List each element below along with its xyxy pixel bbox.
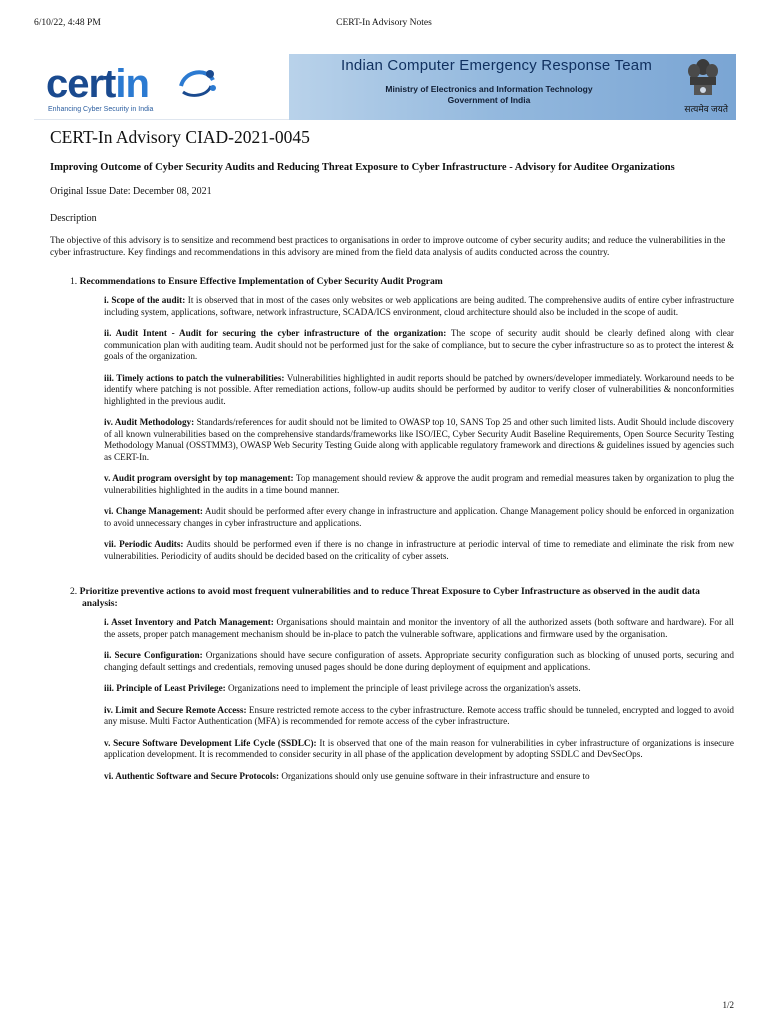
print-datetime: 6/10/22, 4:48 PM — [34, 18, 101, 28]
list-item: i. Asset Inventory and Patch Management: Organisations should maintain and monitor the inventory of all the authorized assets (both software and hardware). For all the assets, proper patch management mechanism should be in-place to patch the vulnerable software, applications and firmware used by the organisation. — [104, 617, 734, 639]
print-header — [34, 18, 734, 30]
ministry-block — [349, 84, 629, 106]
description-text: The objective of this advisory is to sensitize and recommend best practices to organisations in order to improve outcome of cyber security audits; and reduce the vulnerabilities in the cyber infrastructure. Key findings and recommendations in this advisory are mined from the field data analysis of audits conducted across the country. — [50, 236, 726, 258]
list-item: iii. Timely actions to patch the vulnerabilities: Vulnerabilities highlighted in audit reports should be patched by owners/developer immediately. Workaround needs to be identify where patching is not possible. After remediation actions, follow-up audits should be performed by auditor to verify closer of vulnerabilities & nonconformities highlighted in the previous audit. — [104, 372, 734, 406]
cert-in-logo — [34, 54, 289, 120]
section-title: 1. Recommendations to Ensure Effective Implementation of Cyber Security Audit Program — [70, 276, 443, 288]
logo-swirl-icon — [177, 66, 217, 100]
section-2 — [50, 586, 734, 782]
national-emblem-icon — [684, 57, 722, 101]
logo-wordmark: certin — [46, 62, 149, 106]
list-item: i. Scope of the audit: It is observed that in most of the cases only websites or web applications are being audited. The comprehensive audits of entire cyber infrastructure including system, applications, software, network infrastructure, SCADA/ICS environment, cloud architecture should also be included in the scope of audit. — [104, 295, 735, 317]
section-1 — [50, 276, 734, 562]
ministry-name: Ministry of Electronics and Information Technology — [385, 84, 593, 94]
issue-date: Original Issue Date: December 08, 2021 — [50, 186, 212, 197]
list-item: ii. Audit Intent - Audit for securing the cyber infrastructure of the organization: The scope of security audit should be clearly defined along with clear communication plan with auditing team. Audit should not be performed just for the sake of compliance, but to secure the cyber infrastructure so as to protect the interest & goals of the organization. — [104, 328, 734, 362]
description-heading: Description — [50, 213, 97, 224]
list-item: v. Secure Software Development Life Cycle (SSDLC): It is observed that one of the main reason for vulnerabilities in cyber infrastructure of organizations is insecure application development. It is recommended to consider security in all phase of the application development by adopting SSDLC and DevSecOps. — [104, 737, 734, 760]
section-items — [50, 288, 734, 562]
page-number: 1/2 — [722, 1000, 734, 1010]
section-title: 2. Prioritize preventive actions to avoid most frequent vulnerabilities and to reduce Threat Exposure to Cyber Infrastructure as observed in the audit data analysis: — [70, 586, 700, 610]
advisory-subtitle: Improving Outcome of Cyber Security Audits and Reducing Threat Exposure to Cyber Infrastructure - Advisory for Auditee Organizations — [50, 162, 675, 173]
logo-tagline: Enhancing Cyber Security in India — [48, 106, 154, 113]
advisory-title: CERT-In Advisory CIAD-2021-0045 — [50, 127, 310, 147]
emblem-motto: सत्यमेव जयते — [684, 104, 728, 114]
list-item: iv. Audit Methodology: Standards/references for audit should not be limited to OWASP top 10, SANS Top 25 and other such limited lists. Audit Should include discovery of all known vulnerabilities based on the comprehensive standards/frameworks like ISO/IEC, Cyber Security Audit Baseline Requirements, Open Source Security Testing Methodology Manual (OSSTMM3), OWASP Web Security Testing Guide along with applicable regulatory framework and directions & guidelines issued by agencies such as CERT-In. — [104, 417, 734, 462]
cert-in-banner — [34, 54, 736, 120]
list-item: vii. Periodic Audits: Audits should be performed even if there is no change in infrastructure at periodic interval of time to remediate and eliminate the risk from new vulnerabilities. Periodicity of audits should be decided based on the criticality of cyber assets. — [104, 539, 734, 561]
advisory-content — [50, 126, 734, 792]
list-item: iv. Limit and Secure Remote Access: Ensure restricted remote access to the cyber infrastructure. Remote access traffic should be tunneled, encrypted and logged to avoid any misuse. Multi Factor Authentication (MFA) is recommended for remote access of the cyber infrastructure. — [104, 704, 734, 727]
banner-title-area — [289, 54, 736, 120]
org-name: Indian Computer Emergency Response Team — [341, 57, 653, 74]
list-item: vi. Change Management: Audit should be performed after every change in infrastructure and application. Change Management policy should be enforced in organization to avoid unnecessary changes in cyber infrastructure and applications. — [104, 506, 734, 528]
list-item: v. Audit program oversight by top management: Top management should review & approve the audit program and remedial measures taken by organization to plug the vulnerabilities highlighted in the audits in a time bound manner. — [104, 473, 734, 495]
section-items — [50, 610, 734, 782]
government-name: Government of India — [447, 95, 531, 105]
print-doc-title: CERT-In Advisory Notes — [336, 18, 432, 28]
list-item: vi. Authentic Software and Secure Protocols: Organizations should only use genuine software in their infrastructure and ensure to — [104, 770, 590, 781]
list-item: iii. Principle of Least Privilege: Organizations need to implement the principle of least privilege across the organization's assets. — [104, 683, 581, 694]
list-item: ii. Secure Configuration: Organizations should have secure configuration of assets. Appropriate security configuration such as blocking of unused ports, securing and changing default settings and credentials, removing unused pages should be done during deployment of equipment and applications. — [104, 650, 734, 672]
